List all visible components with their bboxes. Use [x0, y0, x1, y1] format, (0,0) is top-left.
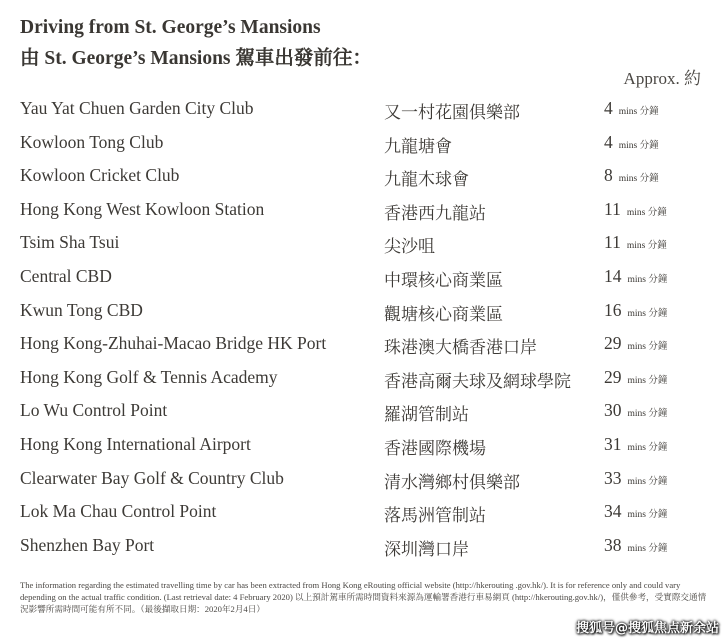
travel-time-minutes: 11	[604, 198, 621, 219]
list-item	[0, 232, 725, 260]
destination-name-en: Tsim Sha Tsui	[20, 232, 120, 253]
travel-time-unit: mins 分鐘	[627, 375, 668, 386]
destination-name-en: Kowloon Cricket Club	[20, 165, 180, 186]
travel-time	[604, 468, 667, 489]
travel-time-unit: mins 分鐘	[627, 543, 668, 554]
destination-name-zh: 九龍木球會	[384, 170, 469, 190]
travel-time	[604, 300, 667, 321]
travel-time-minutes: 33	[604, 467, 622, 488]
list-item	[0, 98, 725, 126]
travel-time	[604, 266, 667, 287]
travel-time-minutes: 31	[604, 434, 622, 454]
travel-time-minutes: 30	[604, 400, 622, 421]
travel-time-unit: mins 分鐘	[626, 241, 667, 252]
destination-name-zh: 尖沙咀	[384, 237, 435, 257]
travel-time	[604, 232, 667, 253]
travel-time-minutes: 14	[604, 266, 622, 286]
travel-time	[604, 333, 667, 354]
travel-time-minutes: 8	[604, 165, 613, 186]
destination-name-zh: 香港西九龍站	[384, 203, 486, 223]
destination-name-zh: 珠港澳大橋香港口岸	[384, 338, 537, 358]
destination-name-en: Lok Ma Chau Control Point	[20, 501, 217, 522]
list-item	[0, 400, 725, 428]
list-item	[0, 535, 725, 563]
travel-time-unit: mins 分鐘	[618, 174, 659, 185]
travel-time	[604, 434, 667, 455]
footnote: The information regarding the estimated travelling time by car has been extracted from Hong Kong eRouting official website (http://hkerouting .gov.hk/). It is for reference only and could vary depending on the actual traffic condition. (Last retrieval date: 4 February 2020) 以上預計駕車所需時間資料來源為運輸署香港行車易網頁 (http://hkerouting.gov.hk/)，僅供參考，受實際交通情況影響所需時間可能有所不同。（最後擷取日期：2020年2月4日）	[20, 580, 707, 614]
page-title-chinese: 由 St. George’s Mansions 駕車出發前往：	[20, 48, 372, 69]
destination-name-en: Hong Kong-Zhuhai-Macao Bridge HK Port	[20, 333, 327, 354]
destination-name-en: Hong Kong Golf & Tennis Academy	[20, 366, 278, 387]
travel-time-minutes: 38	[604, 534, 622, 555]
travel-time-unit: mins 分鐘	[627, 342, 668, 353]
watermark: 搜狐号@搜狐焦点新余站	[575, 621, 719, 636]
travel-time	[604, 535, 667, 556]
travel-time-unit: mins 分鐘	[627, 308, 668, 319]
travel-time	[604, 501, 667, 522]
list-item	[0, 132, 725, 160]
destination-name-zh: 中環核心商業區	[384, 271, 503, 290]
destination-name-en: Clearwater Bay Golf & Country Club	[20, 467, 284, 488]
travel-time-unit: mins 分鐘	[627, 443, 668, 453]
destination-name-en: Central CBD	[20, 266, 112, 286]
travel-time-minutes: 29	[604, 366, 622, 387]
approx-label: Approx. 約	[623, 69, 701, 88]
travel-time	[604, 98, 659, 119]
list-item	[0, 434, 725, 462]
travel-time-minutes: 34	[604, 501, 622, 522]
destination-name-zh: 深圳灣口岸	[384, 539, 469, 559]
list-item	[0, 266, 725, 294]
list-item	[0, 333, 725, 361]
page-title: Driving from St. George’s Mansions	[20, 17, 321, 38]
travel-time	[604, 132, 659, 153]
destination-name-en: Lo Wu Control Point	[20, 400, 168, 421]
destination-name-en: Yau Yat Chuen Garden City Club	[20, 98, 254, 118]
travel-time-minutes: 11	[604, 232, 621, 253]
travel-time-unit: mins 分鐘	[618, 140, 659, 151]
travel-time-unit: mins 分鐘	[627, 275, 668, 285]
list-item	[0, 468, 725, 496]
destination-name-en: Kowloon Tong Club	[20, 131, 164, 152]
travel-time	[604, 165, 659, 186]
destination-name-zh: 九龍塘會	[384, 136, 452, 156]
destination-name-en: Hong Kong International Airport	[20, 434, 251, 454]
destination-name-en: Kwun Tong CBD	[20, 299, 143, 320]
travel-time-unit: mins 分鐘	[627, 476, 668, 487]
destination-name-zh: 觀塘核心商業區	[384, 304, 503, 324]
list-item	[0, 165, 725, 193]
list-item	[0, 367, 725, 395]
travel-time	[604, 400, 667, 421]
destination-name-zh: 清水灣鄉村俱樂部	[384, 472, 520, 492]
destination-name-zh: 香港國際機場	[384, 439, 486, 458]
travel-time-minutes: 4	[604, 131, 613, 152]
list-item	[0, 501, 725, 529]
destination-name-en: Hong Kong West Kowloon Station	[20, 198, 265, 219]
travel-time-unit: mins 分鐘	[627, 510, 668, 521]
travel-time-minutes: 4	[604, 98, 613, 118]
list-item	[0, 300, 725, 328]
travel-time-minutes: 16	[604, 299, 622, 320]
destination-name-zh: 香港高爾夫球及網球學院	[384, 371, 571, 391]
travel-time-unit: mins 分鐘	[627, 409, 668, 420]
destination-name-zh: 又一村花園俱樂部	[384, 103, 520, 122]
travel-time-unit: mins 分鐘	[618, 107, 659, 117]
destination-name-zh: 羅湖管制站	[384, 405, 469, 425]
travel-time	[604, 199, 667, 220]
list-item	[0, 199, 725, 227]
travel-time-unit: mins 分鐘	[626, 207, 667, 218]
destination-name-en: Shenzhen Bay Port	[20, 534, 155, 555]
travel-time-minutes: 29	[604, 333, 622, 354]
travel-time	[604, 367, 667, 388]
destination-name-zh: 落馬洲管制站	[384, 506, 486, 526]
